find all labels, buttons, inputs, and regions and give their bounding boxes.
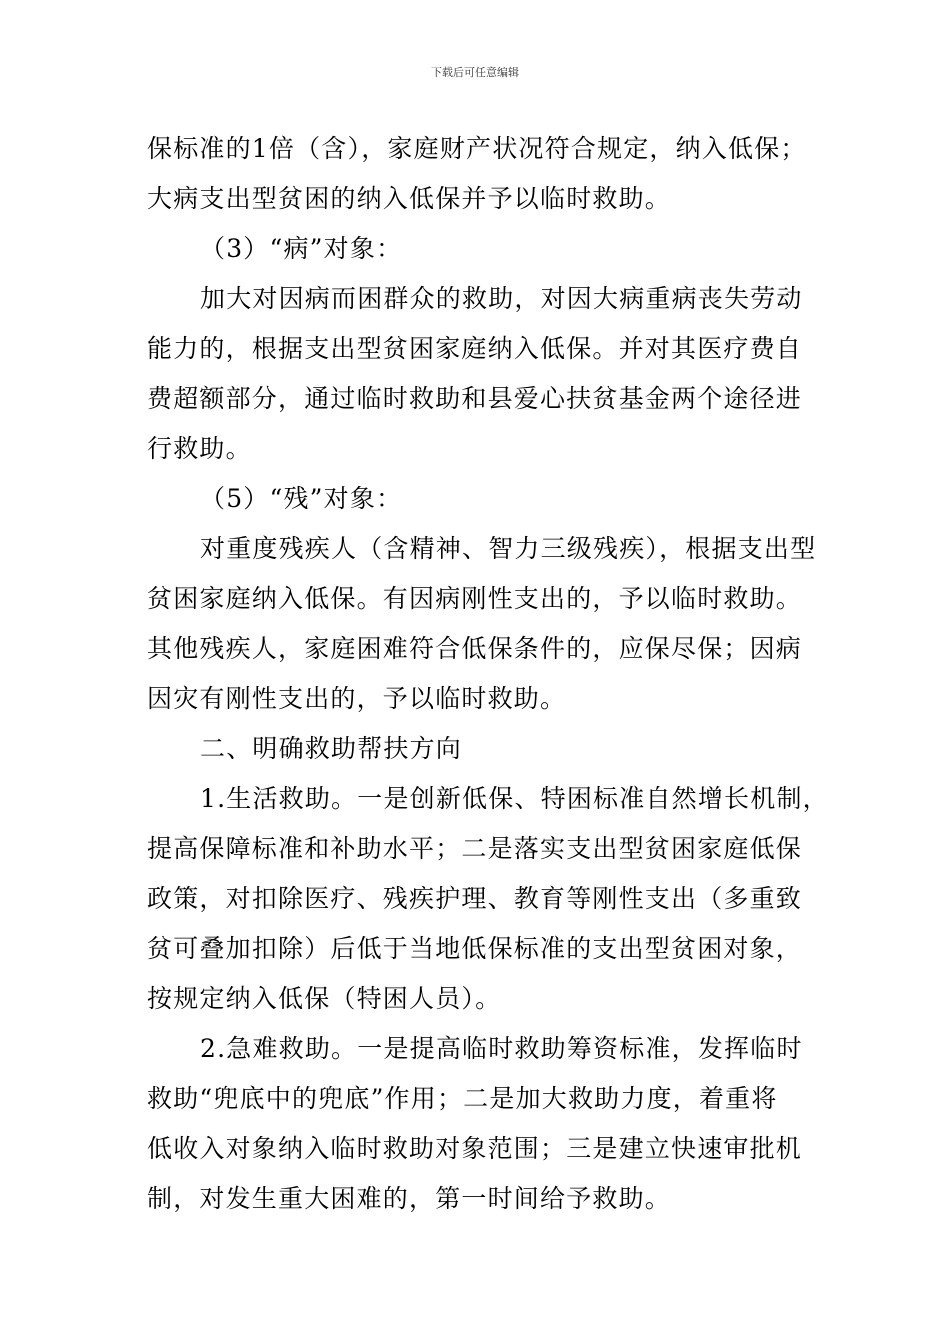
page-header-note: 下载后可任意编辑 xyxy=(431,66,519,79)
text-line: 贫可叠加扣除）后低于当地低保标准的支出型贫困对象， xyxy=(147,934,803,963)
text-line: 行救助。 xyxy=(147,434,252,463)
text-line: 低收入对象纳入临时救助对象范围；三是建立快速审批机 xyxy=(147,1134,803,1163)
text-line: 政策，对扣除医疗、残疾护理、教育等刚性支出（多重致 xyxy=(147,884,803,913)
text-line: 其他残疾人，家庭困难符合低保条件的，应保尽保；因病 xyxy=(147,634,803,663)
text-line: 大病支出型贫困的纳入低保并予以临时救助。 xyxy=(147,184,672,213)
text-line: 制，对发生重大困难的，第一时间给予救助。 xyxy=(147,1184,672,1213)
text-line: 保标准的1倍（含），家庭财产状况符合规定，纳入低保； xyxy=(147,134,807,163)
section-heading: 二、明确救助帮扶方向 xyxy=(200,734,463,763)
document-body xyxy=(147,124,829,1224)
subsection-heading-disability: （5）“残”对象： xyxy=(200,484,403,513)
text-line: 费超额部分，通过临时救助和县爱心扶贫基金两个途径进 xyxy=(147,384,803,413)
text-line: 1.生活救助。一是创新低保、特困标准自然增长机制， xyxy=(200,784,829,813)
text-line: 能力的，根据支出型贫困家庭纳入低保。并对其医疗费自 xyxy=(147,334,803,363)
text-line: 救助“兜底中的兜底”作用；二是加大救助力度，着重将 xyxy=(147,1084,778,1113)
text-line: 2.急难救助。一是提高临时救助筹资标准，发挥临时 xyxy=(200,1034,803,1063)
text-line: 按规定纳入低保（特困人员）。 xyxy=(147,984,502,1013)
text-line: 对重度残疾人（含精神、智力三级残疾），根据支出型 xyxy=(200,534,817,563)
text-line: 提高保障标准和补助水平；二是落实支出型贫困家庭低保 xyxy=(147,834,803,863)
text-line: 加大对因病而困群众的救助，对因大病重病丧失劳动 xyxy=(200,284,803,313)
text-line: 因灾有刚性支出的，予以临时救助。 xyxy=(147,684,567,713)
subsection-heading-disease: （3）“病”对象： xyxy=(200,234,403,263)
text-line: 贫困家庭纳入低保。有因病刚性支出的，予以临时救助。 xyxy=(147,584,803,613)
